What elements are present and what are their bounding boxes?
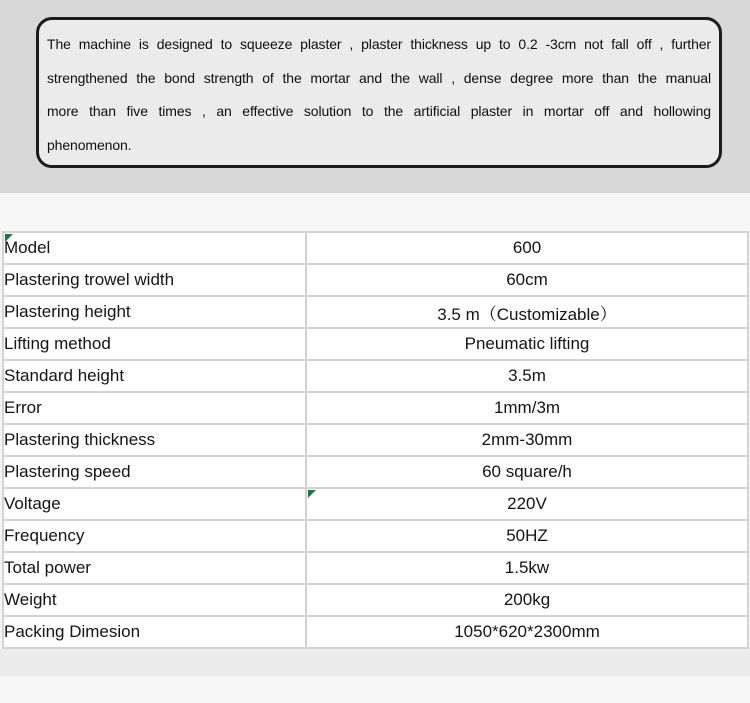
table-row (3, 328, 748, 360)
notice-box (36, 17, 722, 168)
table-row (3, 552, 748, 584)
spec-value: 1mm/3m (306, 392, 748, 424)
spec-value: 60cm (306, 264, 748, 296)
table-row (3, 296, 748, 328)
spec-label: Model (3, 232, 306, 264)
spec-value: 600 (306, 232, 748, 264)
spec-value: Pneumatic lifting (306, 328, 748, 360)
spec-table (2, 231, 749, 649)
spec-label: Packing Dimesion (3, 616, 306, 648)
cell-flag-icon (308, 490, 316, 498)
notice-line: The machine is designed to squeeze plaster , plaster thickness up to 0.2 -3cm not fall off , further (47, 36, 711, 52)
spec-value: 220V (306, 488, 748, 520)
notice-line: strengthened the bond strength of the mortar and the wall , dense degree more than the manual (47, 69, 711, 86)
spec-value: 50HZ (306, 520, 748, 552)
table-row (3, 488, 748, 520)
spec-value: 1050*620*2300mm (306, 616, 748, 648)
spec-label: Voltage (3, 488, 306, 520)
spec-value: 200kg (306, 584, 748, 616)
table-row (3, 424, 748, 456)
spec-label: Lifting method (3, 328, 306, 360)
spec-label: Standard height (3, 360, 306, 392)
spec-label: Error (3, 392, 306, 424)
notice-line: more than five times , an effective solution to the artificial plaster in mortar off and hollowing (47, 103, 711, 119)
spacer-strip (0, 193, 750, 231)
top-gray-band (0, 0, 750, 193)
bottom-strip (0, 649, 750, 677)
spec-value: 3.5m (306, 360, 748, 392)
table-row (3, 616, 748, 648)
table-row (3, 232, 748, 264)
spec-value: 2mm-30mm (306, 424, 748, 456)
table-row (3, 456, 748, 488)
spec-label: Total power (3, 552, 306, 584)
spec-table-section (0, 231, 750, 649)
table-row (3, 264, 748, 296)
spec-label: Plastering thickness (3, 424, 306, 456)
table-row (3, 392, 748, 424)
spec-label: Weight (3, 584, 306, 616)
table-row (3, 360, 748, 392)
cell-flag-icon (5, 234, 13, 242)
spec-value: 1.5kw (306, 552, 748, 584)
spec-label: Plastering trowel width (3, 264, 306, 296)
spec-value: 60 square/h (306, 456, 748, 488)
spec-label: Plastering height (3, 296, 306, 328)
table-row (3, 520, 748, 552)
notice-line: phenomenon. (47, 136, 132, 153)
table-row (3, 584, 748, 616)
spec-label: Plastering speed (3, 456, 306, 488)
spec-label: Frequency (3, 520, 306, 552)
spec-value: 3.5 m（Customizable） (306, 296, 748, 328)
